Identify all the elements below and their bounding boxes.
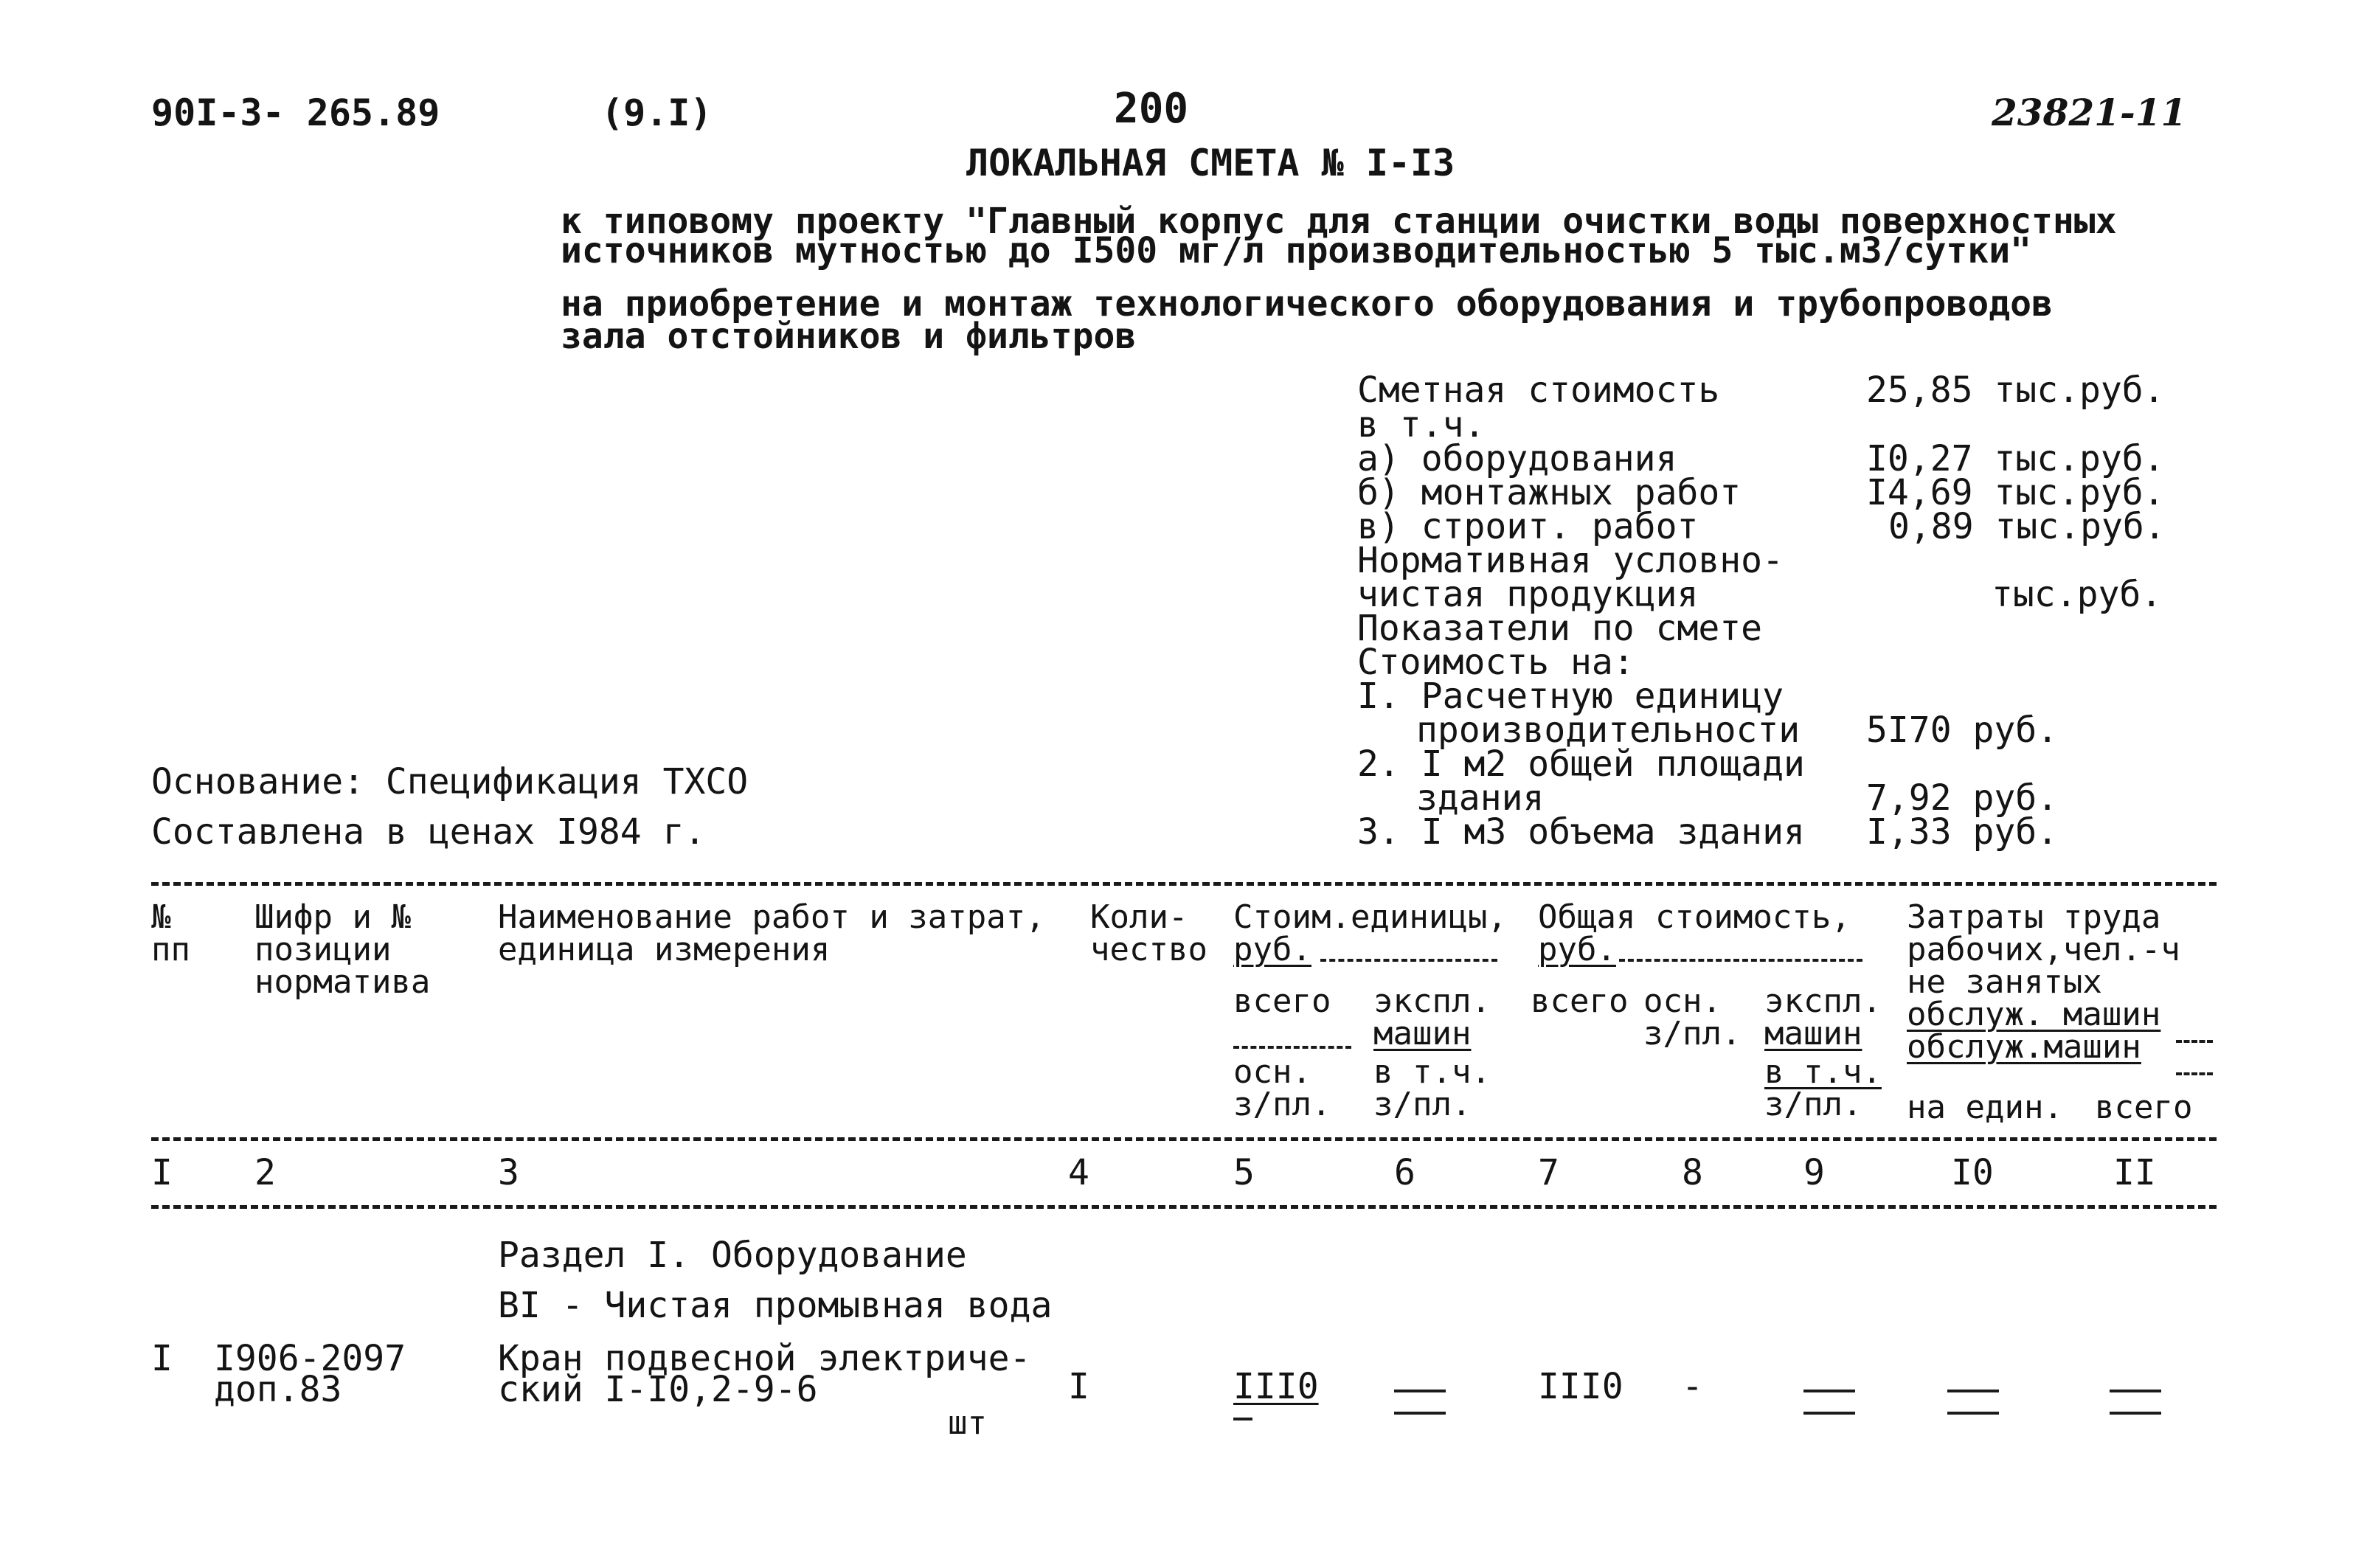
intro-line-2: источников мутностью до I500 мг/л производительностью 5 тыс.м3/сутки" xyxy=(561,230,2031,271)
header-number: № xyxy=(151,898,171,936)
column-number: 6 xyxy=(1394,1152,1415,1193)
row-code-1: I906-2097 xyxy=(214,1338,406,1379)
dash-mark xyxy=(1803,1390,1855,1415)
volume-label: 3. I м3 объема здания xyxy=(1357,811,1805,853)
column-number: II xyxy=(2113,1152,2156,1193)
column-number: 8 xyxy=(1682,1152,1703,1193)
including-label: в т.ч. xyxy=(1357,404,1486,445)
subheader-main-5: осн. xyxy=(1233,1053,1311,1091)
header-number-2: пп xyxy=(151,931,190,968)
subsection-title: ВI - Чистая промывная вода xyxy=(498,1285,1053,1326)
dash-mark xyxy=(2110,1390,2161,1415)
header-code-2: позиции xyxy=(254,931,392,968)
col5-rule xyxy=(1233,1046,1351,1049)
installation-value: I4,69 тыс.руб. xyxy=(1866,472,2165,513)
row-name-2: ский I-I0,2-9-6 xyxy=(498,1369,818,1410)
header-labor-1: Затраты труда xyxy=(1907,898,2161,936)
equipment-label: а) оборудования xyxy=(1357,438,1677,479)
indicators-label: Показатели по смете xyxy=(1357,608,1763,649)
row-quantity: I xyxy=(1068,1366,1089,1407)
subheader-machines-6: машин xyxy=(1373,1015,1472,1052)
unit-label-1: I. Расчетную единицу xyxy=(1357,676,1784,717)
document-code: 90I-3- 265.89 xyxy=(151,91,440,134)
labor-rule-2 xyxy=(2176,1072,2213,1075)
dash-mark xyxy=(1947,1390,1999,1415)
page-number: 200 xyxy=(1114,85,1189,133)
area-label-1: 2. I м2 общей площади xyxy=(1357,743,1805,785)
column-number: I0 xyxy=(1951,1152,1994,1193)
header-unit-cost-2: руб. xyxy=(1233,931,1311,968)
estimated-cost-value: 25,85 тыс.руб. xyxy=(1866,370,2165,411)
row-unit-cost: III0 xyxy=(1233,1366,1319,1407)
normative-value: тыс.руб. xyxy=(1992,574,2163,615)
subheader-incl-6: в т.ч. xyxy=(1373,1053,1491,1091)
dash-mark xyxy=(1394,1390,1446,1415)
prices-text: Составлена в ценах I984 г. xyxy=(151,811,706,853)
subheader-machines-9: машин xyxy=(1764,1015,1862,1052)
area-value: 7,92 руб. xyxy=(1866,777,2059,819)
volume-value: I,33 руб. xyxy=(1866,811,2059,853)
subheader-wage-8: з/пл. xyxy=(1643,1015,1742,1052)
column-number: 3 xyxy=(498,1152,519,1193)
subheader-main-8: осн. xyxy=(1643,982,1722,1020)
unit-label-2: производительности xyxy=(1416,710,1801,751)
header-code-1: Шифр и № xyxy=(254,898,411,936)
column-number: 2 xyxy=(254,1152,276,1193)
column-number: I xyxy=(151,1152,173,1193)
header-name-2: единица измерения xyxy=(498,931,831,968)
header-total-cost-1: Общая стоимость, xyxy=(1538,898,1851,936)
subheader-total-7: всего xyxy=(1531,982,1629,1020)
intro-line-4: зала отстойников и фильтров xyxy=(561,316,1137,357)
part-number: (9.I) xyxy=(601,91,713,134)
intro-line-3: на приобретение и монтаж технологического оборудования и трубопроводов xyxy=(561,283,2053,325)
normative-label-1: Нормативная условно- xyxy=(1357,540,1784,581)
subheader-wage-9: з/пл. xyxy=(1764,1086,1862,1123)
header-labor-3: не занятых xyxy=(1907,963,2102,1001)
labor-rule xyxy=(2176,1040,2213,1043)
column-number: 5 xyxy=(1233,1152,1255,1193)
column-number: 7 xyxy=(1538,1152,1559,1193)
row-main-wage: - xyxy=(1682,1366,1703,1407)
installation-label: б) монтажных работ xyxy=(1357,472,1742,513)
subheader-wage-5: з/пл. xyxy=(1233,1086,1331,1123)
subheader-total-5: всего xyxy=(1233,982,1331,1020)
total-cost-rule xyxy=(1619,959,1862,962)
row-unit: шт xyxy=(948,1404,987,1442)
intro-line-1: к типовому проекту "Главный корпус для станции очистки воды поверхностных xyxy=(561,201,2117,242)
header-labor-4: обслуж. машин xyxy=(1907,996,2161,1033)
header-code-3: норматива xyxy=(254,963,431,1001)
header-total-cost-2: руб. xyxy=(1538,931,1616,968)
document-title: ЛОКАЛЬНАЯ СМЕТА № I-I3 xyxy=(966,142,1455,184)
header-labor-2: рабочих,чел.-ч xyxy=(1907,931,2180,968)
table-top-rule xyxy=(151,882,2217,886)
unit-cost-rule xyxy=(1320,959,1497,962)
header-bottom-rule xyxy=(151,1137,2217,1141)
column-numbers-bottom-rule xyxy=(151,1205,2217,1209)
row-number: I xyxy=(151,1338,173,1379)
row-code-2: доп.83 xyxy=(214,1369,342,1410)
column-number: 9 xyxy=(1803,1152,1825,1193)
header-labor-5: обслуж.машин xyxy=(1907,1028,2141,1066)
equipment-value: I0,27 тыс.руб. xyxy=(1866,438,2165,479)
subheader-expl-6: экспл. xyxy=(1373,982,1491,1020)
construction-label: в) строит. работ xyxy=(1357,506,1699,547)
row-name-1: Кран подвесной электриче- xyxy=(498,1338,1031,1379)
normative-label-2: чистая продукция xyxy=(1357,574,1699,615)
section-title: Раздел I. Оборудование xyxy=(498,1235,967,1276)
column-number: 4 xyxy=(1068,1152,1089,1193)
header-qty-1: Коли- xyxy=(1090,898,1188,936)
basis-text: Основание: Спецификация ТХСО xyxy=(151,761,749,802)
area-label-2: здания xyxy=(1416,777,1545,819)
subheader-wage-6: з/пл. xyxy=(1373,1086,1472,1123)
header-name-1: Наименование работ и затрат, xyxy=(498,898,1045,936)
unit-value: 5I70 руб. xyxy=(1866,710,2059,751)
header-qty-2: чество xyxy=(1090,931,1207,968)
subheader-incl-9: в т.ч. xyxy=(1764,1053,1882,1091)
row-total-cost: III0 xyxy=(1538,1366,1623,1407)
estimated-cost-label: Сметная стоимость xyxy=(1357,370,1720,411)
cost-for-label: Стоимость на: xyxy=(1357,642,1635,683)
header-unit-cost-1: Стоим.единицы, xyxy=(1233,898,1507,936)
header-labor-per-unit: на един. xyxy=(1907,1089,2063,1126)
unit-cost-dash xyxy=(1233,1418,1252,1420)
construction-value: 0,89 тыс.руб. xyxy=(1888,506,2166,547)
subheader-expl-9: экспл. xyxy=(1764,982,1882,1020)
handwritten-code: 23821-11 xyxy=(1992,91,2187,134)
header-labor-total: всего xyxy=(2095,1089,2193,1126)
